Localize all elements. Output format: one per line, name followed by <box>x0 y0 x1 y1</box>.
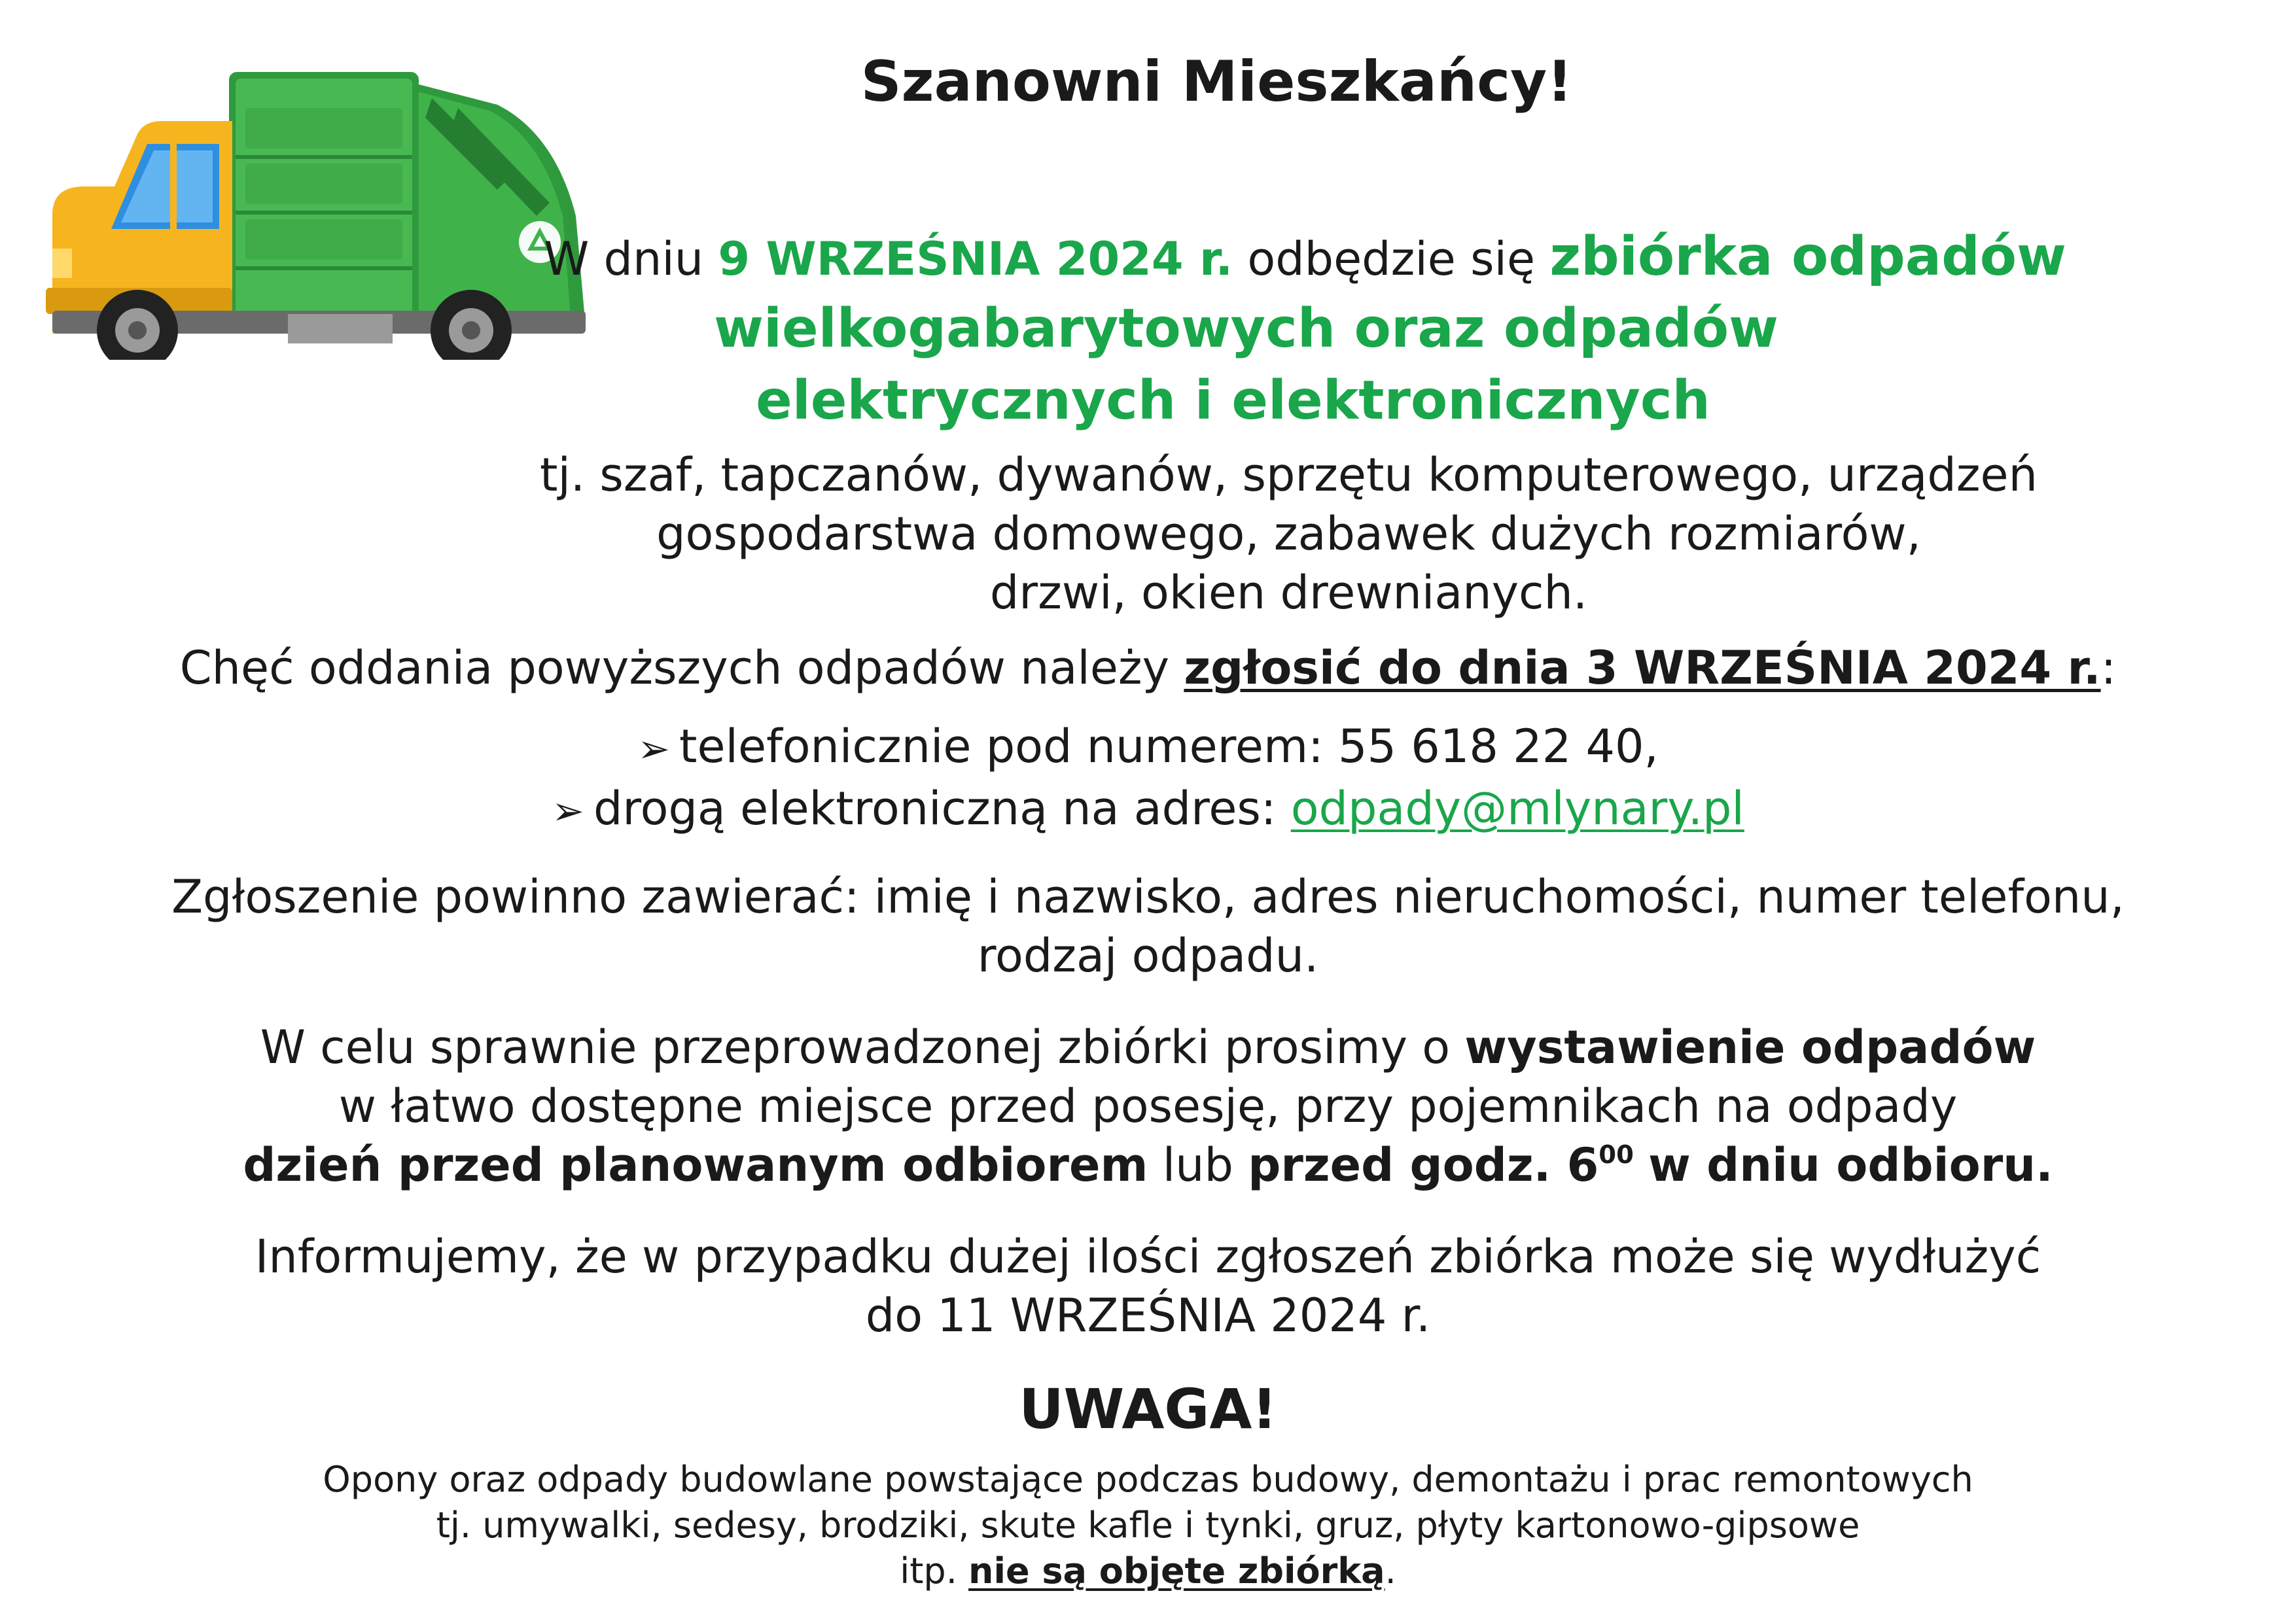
arrow-bullet-icon: ➢ <box>637 727 671 772</box>
collection-name-3-text: elektrycznych i elektronicznych <box>756 370 1710 432</box>
examples-text-2: gospodarstwa domowego, zabawek dużych rozmiarów, <box>656 507 1921 561</box>
warning-heading-text: UWAGA! <box>1019 1377 1277 1441</box>
report-content-line-1 <box>0 870 2296 924</box>
examples-line-3 <box>0 566 2296 620</box>
extension-line-2 <box>0 1289 2296 1342</box>
report-suffix: : <box>2100 641 2117 695</box>
collection-name-1: zbiórka odpadów <box>1549 226 2066 288</box>
email-link[interactable]: odpady@mlynary.pl <box>1290 782 1744 835</box>
contact-email <box>0 782 2296 835</box>
page-title <box>0 49 2296 114</box>
warning-text-1: Opony oraz odpady budowlane powstające podczas budowy, demontażu i prac remontowych <box>323 1459 1973 1500</box>
warning-line-2 <box>0 1505 2296 1546</box>
placement-or: lub <box>1162 1138 1233 1192</box>
contact-phone-text: telefonicznie pod numerem: 55 618 22 40, <box>679 720 1659 773</box>
placement-text-2: w łatwo dostępne miejsce przed posesję, przy pojemnikach na odpady <box>338 1079 1958 1133</box>
placement-line-3 <box>0 1138 2296 1192</box>
placement-end: . <box>2036 1138 2053 1192</box>
placement-day-before: dzień przed planowanym odbiorem <box>243 1138 1148 1192</box>
intro-prefix: W dniu <box>544 232 704 286</box>
warning-text-2: tj. umywalki, sedesy, brodziki, skute kafle i tynki, gruz, płyty kartonowo-gipsowe <box>436 1505 1860 1546</box>
warning-heading <box>0 1377 2296 1441</box>
warning-prefix: itp. <box>900 1550 957 1592</box>
placement-bold: wystawienie odpadów <box>1464 1021 2036 1074</box>
examples-line-2 <box>0 507 2296 561</box>
examples-text-1: tj. szaf, tapczanów, dywanów, sprzętu komputerowego, urządzeń <box>540 448 2038 502</box>
collection-name-3 <box>0 370 2296 432</box>
warning-line-1 <box>0 1459 2296 1500</box>
warning-end: . <box>1385 1550 1396 1592</box>
collection-name-2-text: wielkogabarytowych oraz odpadów <box>714 298 1778 360</box>
extension-text-1: Informujemy, że w przypadku dużej ilości zgłoszeń zbiórka może się wydłużyć <box>255 1230 2041 1283</box>
placement-line-2 <box>0 1079 2296 1133</box>
placement-line-1 <box>0 1021 2296 1074</box>
placement-hour: przed godz. 6 <box>1248 1138 1599 1192</box>
report-deadline: zgłosić do dnia 3 WRZEŚNIA 2024 r. <box>1184 641 2101 695</box>
collection-name-2 <box>0 298 2296 360</box>
placement-pickup-day: w dniu odbioru <box>1648 1138 2036 1192</box>
report-content-text-1: Zgłoszenie powinno zawierać: imię i nazwisko, adres nieruchomości, numer telefonu, <box>171 870 2125 924</box>
warning-not-included: nie są objęte zbiórką <box>968 1550 1385 1592</box>
placement-before-hour <box>1248 1138 1634 1192</box>
report-deadline-line <box>0 641 2296 695</box>
intro-middle: odbędzie się <box>1247 232 1536 286</box>
extension-line-1 <box>0 1230 2296 1283</box>
placement-prefix: W celu sprawnie przeprowadzonej zbiórki prosimy o <box>260 1021 1451 1074</box>
report-prefix: Chęć oddania powyższych odpadów należy <box>179 641 1170 695</box>
warning-line-3 <box>0 1550 2296 1592</box>
arrow-bullet-icon: ➢ <box>552 789 584 834</box>
contact-phone <box>0 720 2296 773</box>
examples-line-1 <box>0 448 2296 502</box>
report-content-line-2 <box>0 929 2296 983</box>
intro-line-1 <box>0 226 2296 288</box>
examples-text-3: drzwi, okien drewnianych. <box>989 566 1588 620</box>
title-text: Szanowni Mieszkańcy! <box>860 49 1573 114</box>
report-content-text-2: rodzaj odpadu. <box>977 929 1319 983</box>
collection-date: 9 WRZEŚNIA 2024 r. <box>718 232 1233 286</box>
extension-text-2: do 11 WRZEŚNIA 2024 r. <box>865 1289 1431 1342</box>
contact-email-label: drogą elektroniczną na adres: <box>593 782 1277 835</box>
placement-hour-minutes: 00 <box>1598 1140 1634 1170</box>
